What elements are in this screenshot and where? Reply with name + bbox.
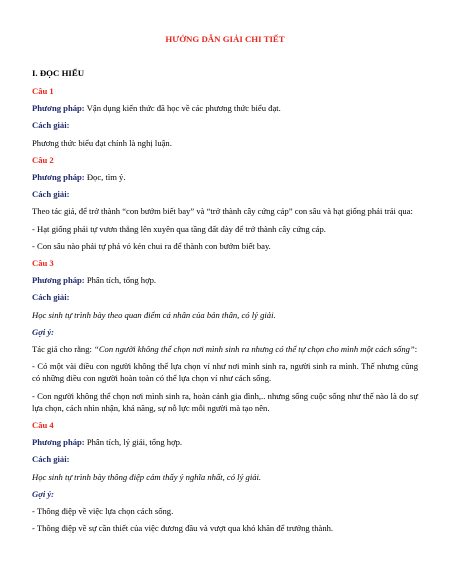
question-3-hint-intro: Tác giả cho rằng: — [32, 344, 95, 355]
question-4-bullet-1: - Thông điệp về việc lựa chọn cách sống. — [32, 506, 174, 517]
question-1-solution-label: Cách giải: — [32, 120, 70, 131]
question-2-method-text: Đọc, tìm ý. — [86, 171, 126, 182]
question-1-answer: Phương thức biểu đạt chính là nghị luận. — [32, 137, 172, 148]
question-2-answer: Theo tác giả, để trở thành “con bướm biết bay” và “trở thành cây cứng cáp” con sâu và hạt giống phải trải qua: — [32, 206, 413, 217]
question-3-hint-quote: “Con người không thể chọn nơi mình sinh ra nhưng có thể tự chọn cho mình một cách sống” — [94, 344, 415, 355]
method-label: Phương pháp: — [32, 171, 85, 182]
question-4-heading: Câu 4 — [32, 420, 54, 431]
question-4-answer: Học sinh tự trình bày thông điệp cảm thấy ý nghĩa nhất, có lý giải. — [32, 471, 262, 482]
question-4-hint-label: Gợi ý: — [32, 488, 55, 499]
question-4-solution-label: Cách giải: — [32, 454, 70, 465]
question-3-method-text: Phân tích, tổng hợp. — [86, 275, 157, 286]
question-3-heading: Câu 3 — [32, 258, 54, 268]
question-1-heading: Câu 1 — [32, 85, 54, 96]
question-4-bullet-2: - Thông điệp về sự cần thiết của việc đương đầu và vượt qua khó khăn để trưởng thành. — [32, 523, 334, 534]
document-title: HƯỚNG DẪN GIẢI CHI TIẾT — [165, 34, 285, 44]
question-2-bullet-2: - Con sâu nào phải tự phá vỏ kén chui ra để thành con bướm biết bay. — [32, 240, 271, 251]
question-3-solution-label: Cách giải: — [32, 292, 70, 303]
question-3-bullet-1: - Có một vài điều con người không thể lựa chọn ví như nơi mình sinh ra, người sinh ra mình. Thế nhưng cũng có những điều con người hoàn toàn có thể lựa chọn ví như cách sống. — [32, 361, 418, 384]
question-3-bullet-2: - Con người không thể chọn nơi mình sinh ra, hoàn cảnh gia đình,.. nhưng sống cuộc sống như thế nào là do sự lựa chọn, cách nhìn nhận, khả năng, sự nỗ lực mỗi người mà tạo nên. — [32, 390, 418, 413]
question-2-heading: Câu 2 — [32, 154, 54, 165]
question-1-method — [32, 102, 418, 114]
question-3-method — [32, 274, 418, 286]
question-4-method-text: Phân tích, lý giải, tổng hợp. — [86, 437, 183, 448]
question-3-hint-label: Gợi ý: — [32, 326, 55, 337]
question-2-bullet-1: - Hạt giống phải tự vươn thẳng lên xuyên qua tầng đất dày để trở thành cây cứng cáp. — [32, 223, 326, 234]
question-3-answer: Học sinh tự trình bày theo quan điểm cá nhân của bản thân, có lý giải. — [32, 309, 276, 320]
question-3-hint — [32, 343, 418, 355]
question-4-method — [32, 436, 418, 448]
section-heading: I. ĐỌC HIỂU — [32, 68, 85, 79]
question-2-method — [32, 171, 418, 183]
method-label: Phương pháp: — [32, 437, 85, 448]
method-label: Phương pháp: — [32, 275, 85, 286]
question-2-solution-label: Cách giải: — [32, 189, 70, 200]
question-3-hint-end: : — [414, 344, 418, 355]
method-label: Phương pháp: — [32, 103, 85, 114]
question-1-method-text: Vận dụng kiến thức đã học về các phương thức biểu đạt. — [86, 103, 281, 114]
